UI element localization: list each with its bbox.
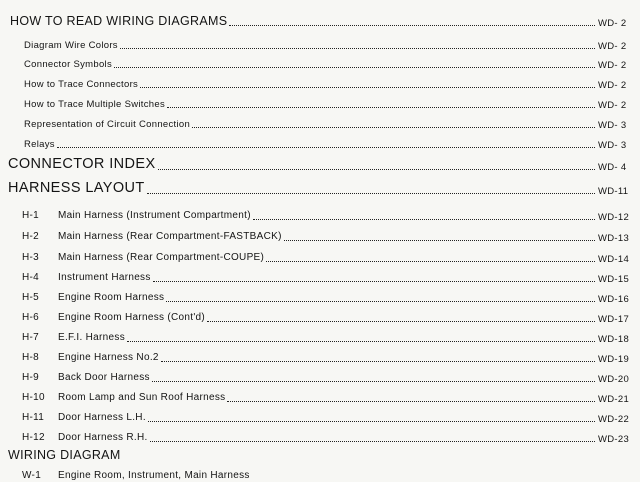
dot-leader xyxy=(127,340,595,342)
toc-item xyxy=(0,286,640,304)
toc-item-label: Main Harness (Rear Compartment-FASTBACK) xyxy=(58,231,282,242)
page-number: WD- 2 xyxy=(598,79,627,91)
toc-item-label: Connector Symbols xyxy=(24,58,112,70)
page-number: WD-19 xyxy=(598,353,630,365)
dot-leader xyxy=(284,239,595,241)
toc-item-label: Door Harness L.H. xyxy=(58,412,146,423)
toc-item xyxy=(0,406,640,424)
harness-code: H-8 xyxy=(22,352,40,363)
toc-item xyxy=(0,72,640,90)
dot-leader xyxy=(57,146,595,148)
dot-leader xyxy=(158,168,595,170)
toc-item xyxy=(0,204,640,222)
harness-code: H-10 xyxy=(22,392,45,403)
dot-leader xyxy=(207,320,595,322)
dot-leader xyxy=(148,420,595,422)
page-number: WD- 2 xyxy=(598,59,627,71)
toc-item xyxy=(0,386,640,404)
page-number: WD- 2 xyxy=(598,99,627,111)
toc-section-wiring-diagram xyxy=(0,444,640,462)
dot-leader xyxy=(253,218,595,220)
toc-item xyxy=(0,92,640,110)
toc-item xyxy=(0,52,640,70)
toc-item-label: How to Trace Multiple Switches xyxy=(24,98,165,110)
harness-code: H-7 xyxy=(22,332,40,343)
dot-leader xyxy=(147,192,595,194)
toc-item-label: Back Door Harness xyxy=(58,372,150,383)
toc-item-label: How to Trace Connectors xyxy=(24,78,139,90)
toc-item-label: Representation of Circuit Connection xyxy=(24,118,191,130)
page-number: WD-15 xyxy=(598,273,630,285)
dot-leader xyxy=(166,300,595,302)
toc-item-label: Door Harness R.H. xyxy=(58,432,148,443)
page-number: WD-14 xyxy=(598,253,630,265)
page-number: WD- 2 xyxy=(598,17,627,29)
section-title: WIRING DIAGRAM xyxy=(8,447,121,462)
toc-item-label: Instrument Harness xyxy=(58,272,151,283)
page-number: WD-16 xyxy=(598,293,630,305)
page-number: WD-13 xyxy=(598,232,630,244)
dot-leader xyxy=(227,400,595,402)
toc-item xyxy=(0,306,640,324)
toc-item-label: Main Harness (Instrument Compartment) xyxy=(58,210,251,221)
dot-leader xyxy=(167,106,595,108)
page-number: WD-22 xyxy=(598,413,630,425)
page-number: WD-17 xyxy=(598,313,630,325)
toc-section-harness-layout xyxy=(0,178,640,196)
harness-code: H-3 xyxy=(22,252,40,263)
section-title: CONNECTOR INDEX xyxy=(8,155,156,172)
toc-item xyxy=(0,225,640,243)
toc-item xyxy=(0,326,640,344)
dot-leader xyxy=(140,86,595,88)
toc-item xyxy=(0,33,640,51)
harness-code: H-2 xyxy=(22,231,40,242)
toc-item-label: Engine Room Harness (Cont'd) xyxy=(58,312,206,323)
page-number: WD- 2 xyxy=(598,40,627,52)
dot-leader xyxy=(161,360,595,362)
page-number: WD-18 xyxy=(598,333,630,345)
toc-item xyxy=(0,426,640,444)
toc-item xyxy=(0,266,640,284)
dot-leader xyxy=(153,280,595,282)
toc-item-label: Engine Harness No.2 xyxy=(58,352,159,363)
harness-code: H-11 xyxy=(22,412,45,423)
harness-code: H-5 xyxy=(22,292,40,303)
toc-section-how-to-read xyxy=(0,10,640,28)
harness-code: H-1 xyxy=(22,210,40,221)
toc-item xyxy=(0,366,640,384)
toc-item xyxy=(0,112,640,130)
harness-code: H-9 xyxy=(22,372,40,383)
dot-leader xyxy=(150,440,595,442)
harness-code: H-4 xyxy=(22,272,40,283)
page-number: WD- 3 xyxy=(598,139,627,151)
section-title: HOW TO READ WIRING DIAGRAMS xyxy=(10,13,228,28)
page-number: WD-11 xyxy=(598,185,629,197)
wiring-code: W-1 xyxy=(22,470,42,481)
toc-item-label: Main Harness (Rear Compartment-COUPE) xyxy=(58,252,265,263)
toc-item-label: E.F.I. Harness xyxy=(58,332,125,343)
toc-item-label: Room Lamp and Sun Roof Harness xyxy=(58,392,226,403)
toc-item-label: Relays xyxy=(24,138,55,150)
harness-code: H-6 xyxy=(22,312,40,323)
dot-leader xyxy=(120,47,595,49)
dot-leader xyxy=(229,24,595,26)
section-title: HARNESS LAYOUT xyxy=(8,179,145,196)
dot-leader xyxy=(266,260,595,262)
toc-item-label: Diagram Wire Colors xyxy=(24,39,118,51)
toc-item xyxy=(0,132,640,150)
dot-leader xyxy=(152,380,595,382)
page-number: WD- 3 xyxy=(598,119,627,131)
page-number: WD-20 xyxy=(598,373,630,385)
dot-leader xyxy=(114,66,595,68)
harness-code: H-12 xyxy=(22,432,45,443)
page-number: WD-21 xyxy=(598,393,630,405)
dot-leader xyxy=(192,126,595,128)
page-number: WD-23 xyxy=(598,433,630,445)
toc-section-connector-index xyxy=(0,154,640,172)
toc-item-label: Engine Room, Instrument, Main Harness xyxy=(58,470,250,481)
toc-item xyxy=(0,346,640,364)
toc-item xyxy=(0,246,640,264)
page-number: WD-12 xyxy=(598,211,630,223)
toc-item-label: Engine Room Harness xyxy=(58,292,165,303)
page-number: WD- 4 xyxy=(598,161,627,173)
